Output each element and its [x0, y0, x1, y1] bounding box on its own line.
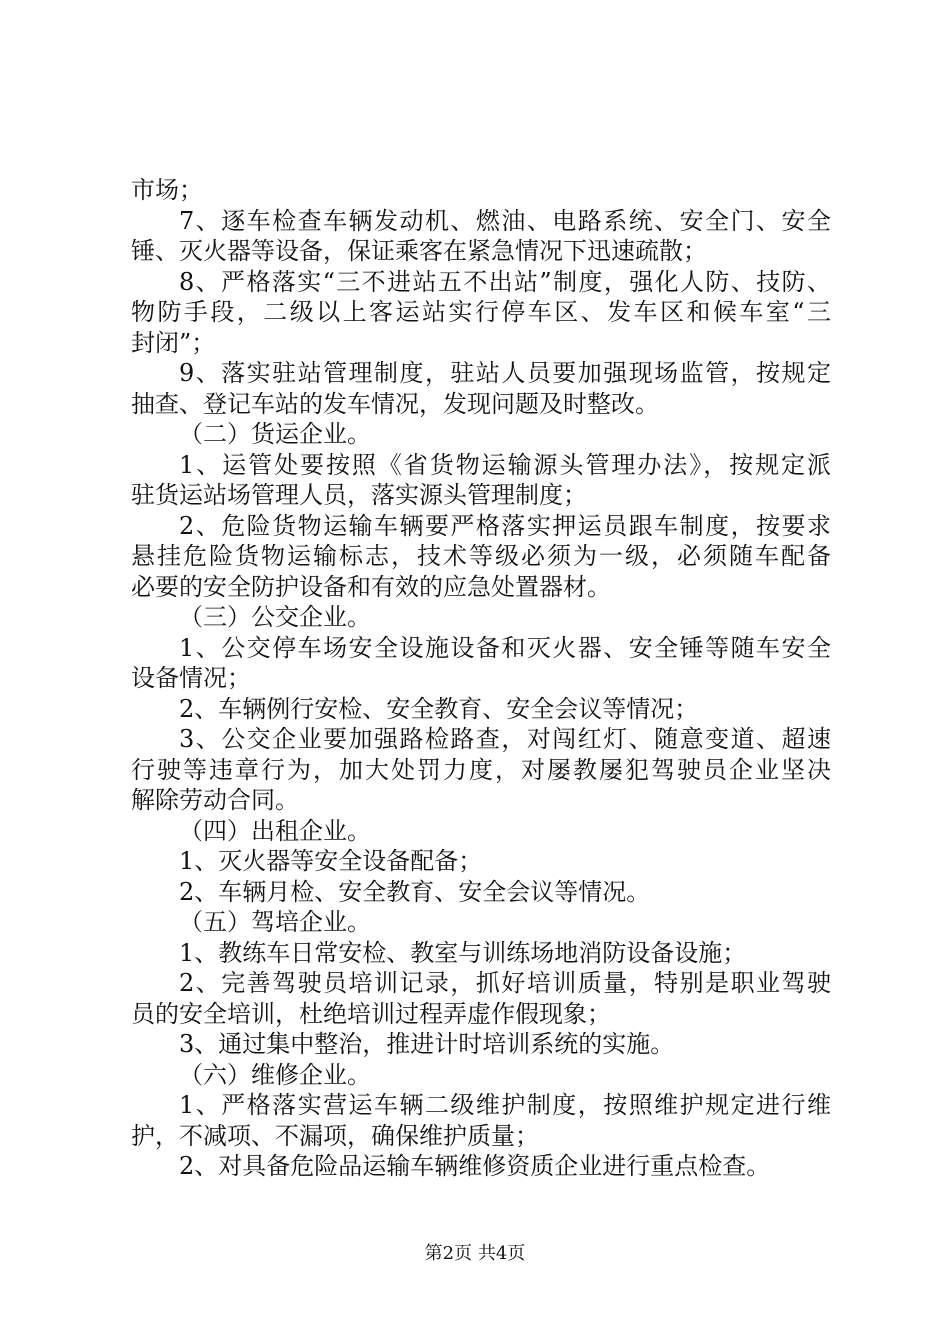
document-line: 1、教练车日常安检、教室与训练场地消防设备设施；	[179, 938, 747, 967]
document-line: （六）维修企业。	[179, 1060, 371, 1089]
page-footer: 第2页 共4页	[424, 1243, 526, 1264]
document-line: 2、车辆月检、安全教育、安全会议等情况。	[179, 877, 651, 906]
document-line: 1、运管处要按照《省货物运输源头管理办法》，按规定派	[179, 450, 831, 479]
document-line: 2、对具备危险品运输车辆维修资质企业进行重点检查。	[179, 1152, 771, 1180]
document-line: 7、逐车检查车辆发动机、燃油、电路系统、安全门、安全	[179, 206, 831, 235]
document-body	[131, 175, 831, 1182]
document-line: 2、完善驾驶员培训记录，抓好培训质量，特别是职业驾驶	[179, 969, 831, 997]
document-line: 3、通过集中整治，推进计时培训系统的实施。	[179, 1030, 675, 1058]
document-line: 悬挂危险货物运输标志，技术等级必须为一级，必须随车配备	[131, 542, 831, 570]
document-line: 员的安全培训，杜绝培训过程弄虚作假现象；	[131, 999, 611, 1028]
document-line: 锤、灭火器等设备，保证乘客在紧急情况下迅速疏散；	[131, 237, 707, 265]
document-line: 3、公交企业要加强路检路查，对闯红灯、随意变道、超速	[179, 725, 831, 753]
document-line: 9、落实驻站管理制度，驻站人员要加强现场监管，按规定	[179, 359, 831, 387]
document-line: 物防手段，二级以上客运站实行停车区、发车区和候车室“三	[131, 298, 831, 326]
document-line: 驻货运站场管理人员，落实源头管理制度；	[131, 481, 587, 509]
document-line: 行驶等违章行为，加大处罚力度，对屡教屡犯驾驶员企业坚决	[131, 755, 831, 784]
document-line: 解除劳动合同。	[131, 786, 299, 814]
document-line: （二）货运企业。	[179, 420, 371, 448]
document-line: 1、灭火器等安全设备配备；	[179, 847, 483, 875]
document-line: 设备情况；	[131, 664, 251, 692]
document-line: 封闭”；	[131, 328, 216, 357]
document-line: 8、严格落实“三不进站五不出站”制度，强化人防、技防、	[179, 267, 831, 296]
document-line: （四）出租企业。	[179, 816, 371, 845]
document-line: 市场；	[131, 176, 203, 204]
document-line: （五）驾培企业。	[179, 908, 371, 936]
document-line: 1、公交停车场安全设施设备和灭火器、安全锤等随车安全	[179, 633, 831, 662]
document-line: 护，不减项、不漏项，确保维护质量；	[131, 1121, 539, 1150]
document-line: 1、严格落实营运车辆二级维护制度，按照维护规定进行维	[179, 1091, 831, 1119]
document-line: 必要的安全防护设备和有效的应急处置器材。	[131, 572, 611, 601]
document-line: 2、危险货物运输车辆要严格落实押运员跟车制度，按要求	[179, 511, 831, 540]
document-line: （三）公交企业。	[179, 603, 371, 631]
document-line: 抽查、登记车站的发车情况，发现问题及时整改。	[131, 389, 659, 418]
document-line: 2、车辆例行安检、安全教育、安全会议等情况；	[179, 694, 699, 723]
